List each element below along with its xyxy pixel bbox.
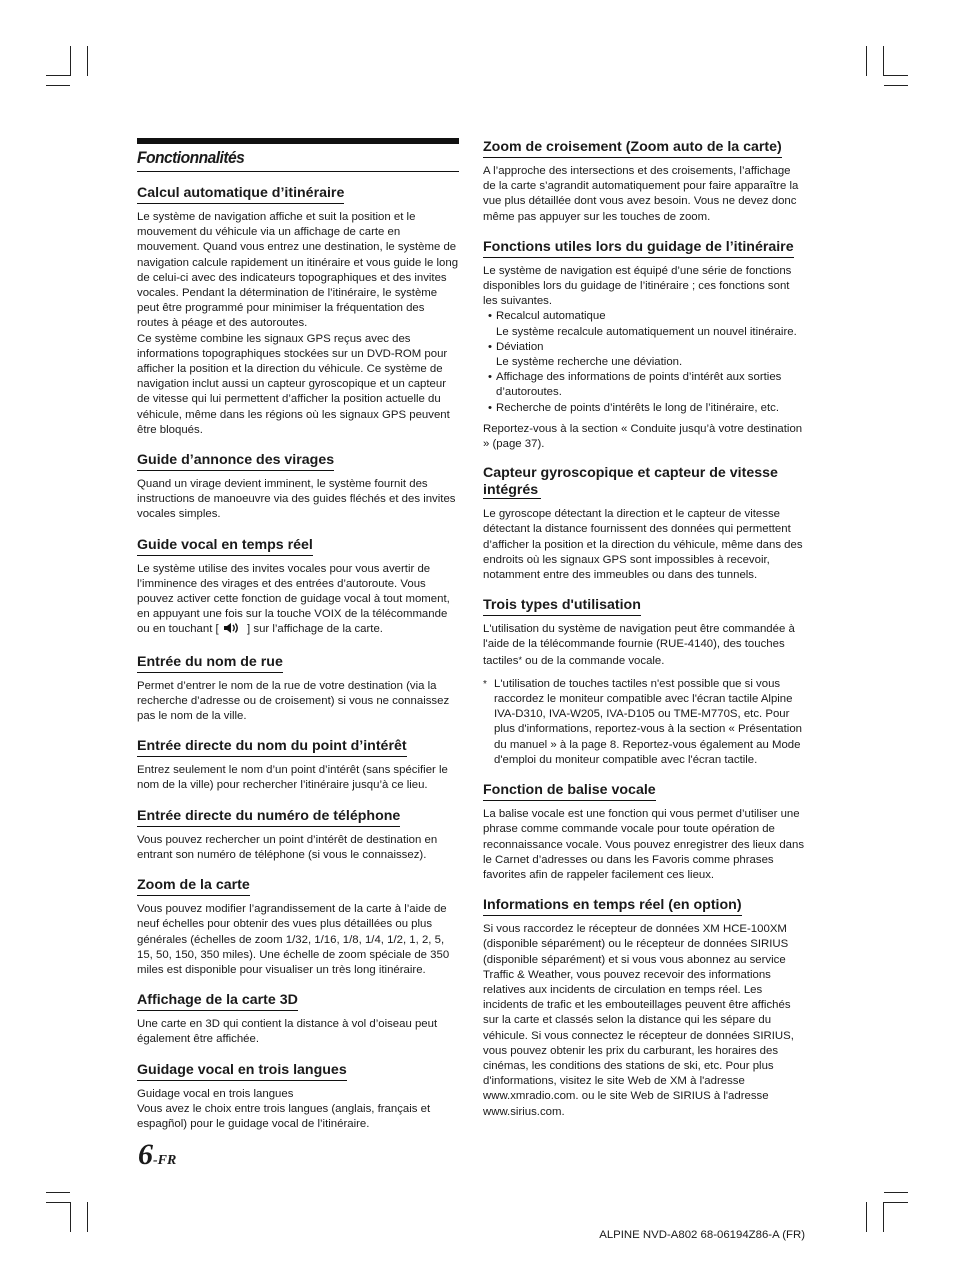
feature-section	[137, 1061, 459, 1133]
feature-text: Le gyroscope détectant la direction et le capteur de vitesse détectant la distance fournissent des données qui permettent d’afficher la position et la direction du véhicule, même dans des endroits où les signaux GPS sont impossibles à recevoir, notamment entre des immeubles ou dans des tunnels.	[483, 508, 803, 582]
feature-heading: Entrée directe du nom du point d’intérêt	[137, 738, 407, 757]
feature-text: Le système de navigation est équipé d’une série de fonctions disponibles lors du guidage de l’itinéraire ; ces fonctions sont les suivantes.	[483, 264, 792, 308]
feature-text: Reportez-vous à la section « Conduite jusqu’à votre destination » (page 37).	[483, 422, 803, 451]
feature-text: Si vous raccordez le récepteur de données XM HCE-100XM (disponible séparément) ou le récepteur de données SIRIUS (disponible séparément) et si vous vous abonnez au service Traffic & Weather, vous pouvez recevoir des informations relatives aux incidents de circulation en temps réel. Les incidents de trafic et les embouteillages peuvent être affichés sur la carte et classés selon la distance qui les sépare du véhicule. Si vous connectez le récepteur de données SIRIUS, vous pouvez obtenir les prix du carburant, les horaires des cinémas, les conditions des stations de ski, etc. Pour plus d'informations, visitez le site Web de XM à l'adresse www.xmradio.com. ou le site Web de SIRIUS à l'adresse www.sirius.com.	[483, 923, 794, 1118]
feature-heading: Guide vocal en temps réel	[137, 537, 313, 556]
feature-text: L'utilisation du système de navigation peut être commandée à l'aide de la télécommande fournie (RUE-4140), des touches tactiles* ou de la commande vocale.	[483, 623, 795, 667]
feature-section	[137, 536, 459, 640]
section-title: Fonctionnalités	[137, 148, 245, 167]
list-item: • Recalcul automatique Le système recalcule automatiquement un nouvel itinéraire.	[488, 310, 797, 338]
footer-code: ALPINE NVD-A802 68-06194Z86-A (FR)	[599, 1229, 805, 1241]
feature-heading: Fonction de balise vocale	[483, 782, 656, 801]
feature-text: Vous pouvez rechercher un point d’intérêt de destination en entrant son numéro de téléphone (si vous le connaissez).	[137, 833, 438, 861]
list-item: • Affichage des informations de points d’intérêt aux sorties d’autoroutes.	[488, 371, 782, 399]
feature-text: Guidage vocal en trois langues	[137, 1087, 294, 1100]
feature-section	[483, 138, 805, 225]
list-item: • Recherche de points d’intérêts le long de l’itinéraire, etc.	[488, 401, 780, 414]
feature-text: Permet d’entrer le nom de la rue de votre destination (via la recherche d’adresse ou de croisement) si vous ne connaissez pas le nom de la ville.	[137, 679, 450, 723]
feature-heading: Affichage de la carte 3D	[137, 992, 298, 1011]
feature-text: Ce système combine les signaux GPS reçus avec des informations topographiques stockées sur un DVD-ROM pour afficher la position et la direction du véhicule. Ce système de navigation inclut aussi un capteur gyroscopique et un capteur de vitesse qui lui permettent d’afficher la position actuelle du véhicule, même dans les régions où les signaux GPS peuvent être bloqués.	[137, 332, 450, 436]
feature-text: Le système de navigation affiche et suit la position et le mouvement du véhicule via un affichage de carte en mouvement. Quand vous entrez une destination, le système de navigation calcule rapidement un itinéraire et vous guide le long de celui-ci avec des indicateurs topographiques et des invites vocales. Pendant la détermination de l’itinéraire, le système peut être programmé pour minimiser la fréquentation des routes à péage et des autoroutes.	[137, 211, 459, 330]
footnote: * L'utilisation de touches tactiles n'est possible que si vous raccordez le moniteur compatible avec l'écran tactile Alpine IVA-D310, IVA-W205, IVA-D105 ou TME-M770S, etc. Pour plus d'informations, reportez-vous à la section « Présentation du manuel » à la page 8. Reportez-vous également au Mode d'emploi du moniteur compatible avec l'écran tactile.	[483, 677, 802, 766]
feature-section	[137, 807, 459, 863]
feature-section	[137, 653, 459, 725]
feature-heading: Guide d’annonce des virages	[137, 452, 334, 471]
feature-section	[483, 781, 805, 883]
feature-heading: Zoom de croisement (Zoom auto de la carte)	[483, 139, 782, 158]
feature-heading: Fonctions utiles lors du guidage de l’itinéraire	[483, 239, 794, 258]
speaker-icon	[223, 622, 243, 639]
section-title-bar	[137, 138, 459, 172]
right-column	[483, 138, 805, 1133]
feature-text: La balise vocale est une fonction qui vous permet d’utiliser une phrase comme commande vocale pour toute opération de reconnaissance vocale. Vous pouvez enregistrer des lieux dans le Carnet d’adresses ou dans les Favoris comme phrases favorites afin de rappeler facilement ces lieux.	[483, 808, 805, 881]
page-number: 6-FR	[138, 1138, 177, 1171]
feature-section	[137, 737, 459, 793]
feature-heading: Calcul automatique d’itinéraire	[137, 185, 344, 204]
feature-text: Quand un virage devient imminent, le système fournit des instructions de manoeuvre via des guides fléchés et des invites vocales simples.	[137, 478, 456, 521]
feature-text-part: Le système utilise des invites vocales pour vous avertir de l’imminence des virages et des entrées d’autoroute. Vous pouvez activer cette fonction de guidage vocal à tout moment, en appuyant une fois sur la touche VOIX de la télécommande ou en touchant [	[137, 562, 450, 636]
feature-section	[137, 184, 459, 438]
feature-text	[137, 562, 459, 640]
feature-section	[483, 896, 805, 1120]
feature-text: A l’approche des intersections et des croisements, l’affichage de la carte s’agrandit automatiquement pour faire apparaître la vue plus détaillée dont vous avez besoin. Vous ne devez donc même pas appuyer sur les touches de zoom.	[483, 165, 799, 223]
feature-text: Entrez seulement le nom d’un point d’intérêt (sans spécifier le nom de la ville) pour rechercher l’itinéraire jusqu’à ce lieu.	[137, 764, 448, 792]
feature-list	[483, 309, 805, 415]
feature-section	[483, 596, 805, 768]
feature-heading: Guidage vocal en trois langues	[137, 1062, 347, 1081]
feature-section	[137, 876, 459, 978]
feature-heading: Zoom de la carte	[137, 877, 250, 896]
feature-heading: Informations en temps réel (en option)	[483, 897, 742, 916]
feature-heading: Entrée du nom de rue	[137, 654, 283, 673]
feature-heading: Entrée directe du numéro de téléphone	[137, 808, 400, 827]
feature-text: Vous pouvez modifier l’agrandissement de la carte à l’aide de neuf échelles pour obtenir des vues plus détaillées ou plus générales (échelles de zoom 1/32, 1/16, 1/8, 1/4, 1/2, 1, 2, 5, 15, 50, 150, 350 miles). Une échelle de zoom spéciale de 350 miles est disponible pour visualiser un très long itinéraire.	[137, 903, 450, 976]
feature-section	[483, 465, 805, 583]
feature-text: Vous avez le choix entre trois langues (anglais, français et espagñol) pour le guidage vocal de l’itinéraire.	[137, 1102, 431, 1130]
feature-section	[137, 451, 459, 523]
feature-section	[483, 238, 805, 452]
left-column	[137, 138, 459, 1145]
feature-heading: Capteur gyroscopique et capteur de vitesse intégrés	[483, 465, 778, 499]
feature-text-part: ] sur l’affichage de la carte.	[247, 623, 383, 636]
feature-text: Une carte en 3D qui contient la distance à vol d’oiseau peut également être affichée.	[137, 1018, 438, 1046]
feature-heading: Trois types d'utilisation	[483, 597, 641, 616]
feature-section	[137, 991, 459, 1047]
list-item: • Déviation Le système recherche une déviation.	[488, 340, 683, 369]
